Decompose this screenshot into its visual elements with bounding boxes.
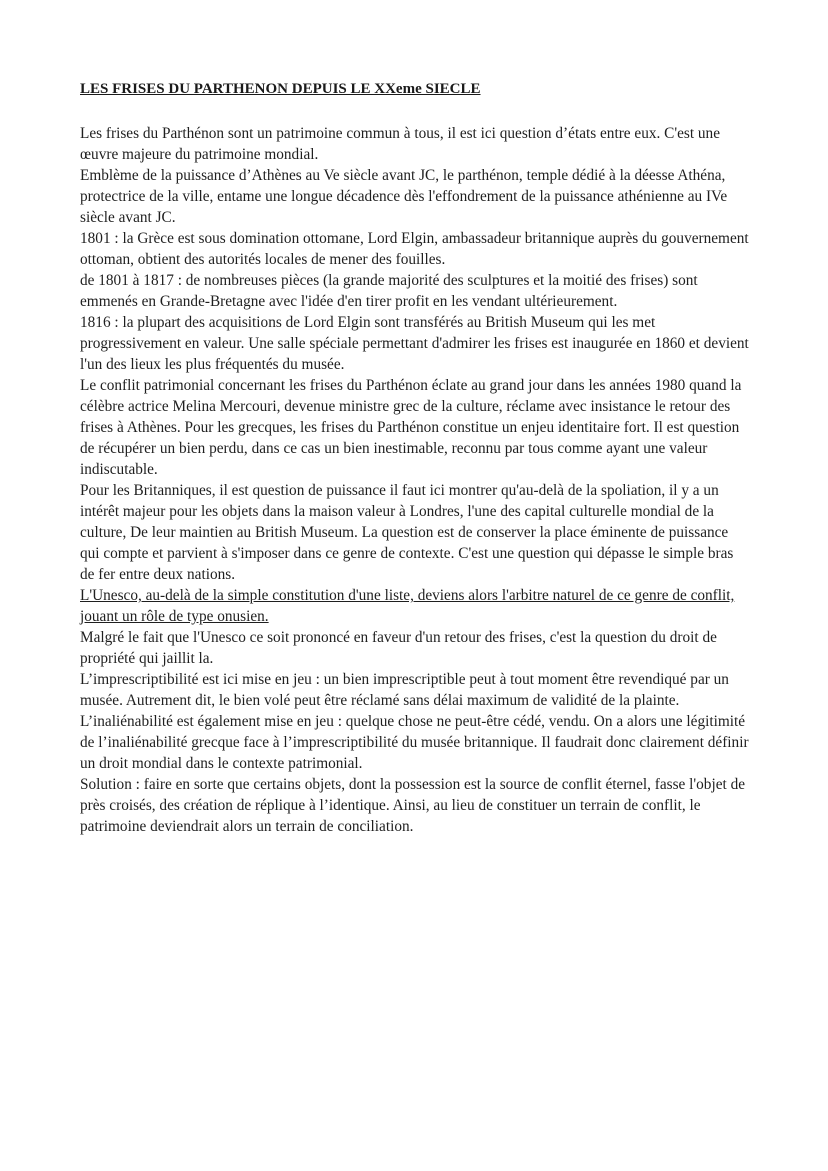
paragraph-unesco: L'Unesco, au-delà de la simple constitution d'une liste, deviens alors l'arbitre naturel de ce genre de conflit, jouant un rôle de type onusien. xyxy=(80,587,735,625)
paragraph-conflict: Le conflit patrimonial concernant les frises du Parthénon éclate au grand jour dans les années 1980 quand la célèbre actrice Melina Mercouri, devenue ministre grec de la culture, réclame avec insistance le retour des frises à Athènes. Pour les grecques, les frises du Parthénon constitue un enjeu identitaire fort. Il est question de récupérer un bien perdu, dans ce cas un bien inestimable, reconnu par tous comme ayant une valeur indiscutable. xyxy=(80,377,742,478)
paragraph-intro: Les frises du Parthénon sont un patrimoine commun à tous, il est ici question d’états entre eux. C'est une œuvre majeure du patrimoine mondial. xyxy=(80,125,720,163)
document-title: LES FRISES DU PARTHENON DEPUIS LE XXeme SIECLE xyxy=(80,81,481,97)
document-body xyxy=(80,123,750,837)
paragraph-1801-1817: de 1801 à 1817 : de nombreuses pièces (la grande majorité des sculptures et la moitié des frises) sont emmenés en Grande-Bretagne avec l'idée d'en tirer profit en les vendant ultérieurement. xyxy=(80,272,698,310)
paragraph-1816: 1816 : la plupart des acquisitions de Lord Elgin sont transférés au British Museum qui les met progressivement en valeur. Une salle spéciale permettant d'admirer les frises est inaugurée en 1860 et devient l'un des lieux les plus fréquentés du musée. xyxy=(80,314,749,373)
paragraph-solution: Solution : faire en sorte que certains objets, dont la possession est la source de conflit éternel, fasse l'objet de près croisés, des création de réplique à l’identique. Ainsi, au lieu de constituer un terrain de conflit, le patrimoine deviendrait alors un terrain de conciliation. xyxy=(80,776,746,835)
paragraph-1801: 1801 : la Grèce est sous domination ottomane, Lord Elgin, ambassadeur britannique auprès du gouvernement ottoman, obtient des autorités locales de mener des fouilles. xyxy=(80,230,749,268)
paragraph-athens-emblem: Emblème de la puissance d’Athènes au Ve siècle avant JC, le parthénon, temple dédié à la déesse Athéna, protectrice de la ville, entame une longue décadence dès l'effondrement de la puissance athénienne au IVe siècle avant JC. xyxy=(80,167,728,226)
paragraph-inalienability: L’inaliénabilité est également mise en jeu : quelque chose ne peut-être cédé, vendu. On a alors une légitimité de l’inaliénabilité grecque face à l’imprescriptibilité du musée britannique. Il faudrait donc clairement définir un droit mondial dans le contexte patrimonial. xyxy=(80,713,749,772)
paragraph-property-right: Malgré le fait que l'Unesco ce soit prononcé en faveur d'un retour des frises, c'est la question du droit de propriété qui jaillit la. xyxy=(80,629,717,667)
paragraph-imprescriptibility: L’imprescriptibilité est ici mise en jeu : un bien imprescriptible peut à tout moment être revendiqué par un musée. Autrement dit, le bien volé peut être réclamé sans délai maximum de validité de la plainte. xyxy=(80,671,729,709)
paragraph-britain: Pour les Britanniques, il est question de puissance il faut ici montrer qu'au-delà de la spoliation, il y a un intérêt majeur pour les objets dans la maison valeur à Londres, l'une des capital culturelle mondial de la culture, De leur maintien au British Museum. La question est de conserver la place éminente de puissance qui compte et parvient à s'imposer dans ce genre de contexte. C'est une question qui dépasse le simple bras de fer entre deux nations. xyxy=(80,482,734,583)
